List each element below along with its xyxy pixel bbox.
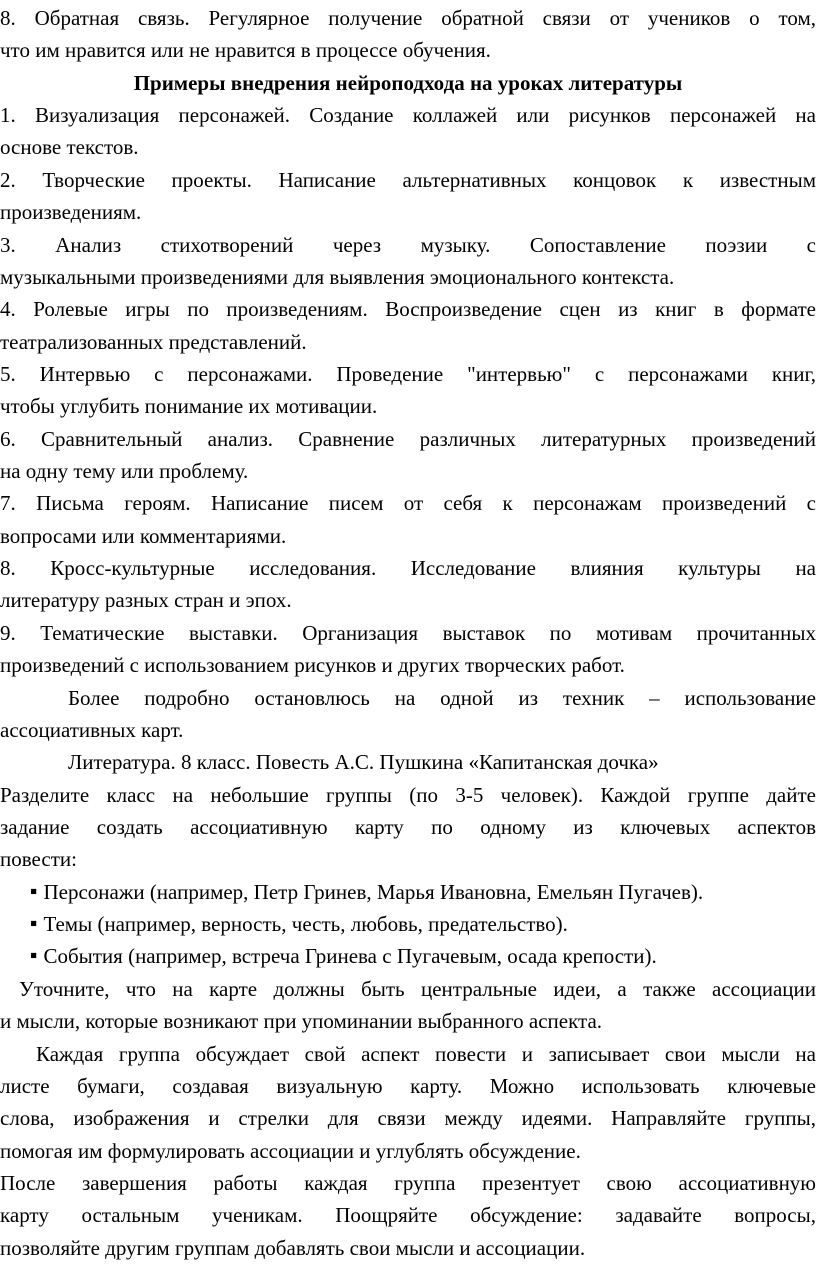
paragraph-technique-intro bbox=[0, 682, 816, 747]
text-line: Разделите класс на небольшие группы (по 3-5 человек). Каждой группе дайте bbox=[0, 782, 816, 807]
text-line: 8. Кросс-культурные исследования. Исследование влияния культуры на bbox=[0, 556, 816, 581]
text-line: Каждая группа обсуждает свой аспект повести и записывает свои мысли на bbox=[36, 1041, 816, 1066]
section-heading bbox=[0, 67, 816, 99]
text-line: позволяйте другим группам добавлять свои мысли и ассоциации. bbox=[0, 1235, 586, 1260]
text-line: Примеры внедрения нейроподхода на уроках литературы bbox=[133, 70, 683, 95]
list-item-8 bbox=[0, 552, 816, 617]
text-line: Темы (например, верность, честь, любовь, предательство). bbox=[43, 912, 568, 937]
text-line: слова, изображения и стрелки для связи между идеями. Направляйте группы, bbox=[0, 1106, 816, 1131]
text-line: Уточните, что на карте должны быть центральные идеи, а также ассоциации bbox=[19, 976, 816, 1001]
text-line: музыкальными произведениями для выявления эмоционального контекста. bbox=[0, 264, 675, 289]
text-line: 6. Сравнительный анализ. Сравнение различных литературных произведений bbox=[0, 426, 816, 451]
text-line: ассоциативных карт. bbox=[0, 717, 184, 742]
text-line: 3. Анализ стихотворений через музыку. Сопоставление поэзии с bbox=[0, 232, 816, 257]
paragraph-map-requirements bbox=[0, 973, 816, 1038]
text-line: театрализованных представлений. bbox=[0, 329, 307, 354]
list-item-9 bbox=[0, 617, 816, 682]
text-line: листе бумаги, создавая визуальную карту. Можно использовать ключевые bbox=[0, 1073, 816, 1098]
text-line: 4. Ролевые игры по произведениям. Воспроизведение сцен из книг в формате bbox=[0, 297, 816, 322]
text-line: 1. Визуализация персонажей. Создание коллажей или рисунков персонажей на bbox=[0, 103, 816, 128]
text-line: 5. Интервью с персонажами. Проведение "интервью" с персонажами книг, bbox=[0, 361, 816, 386]
text-line: на одну тему или проблему. bbox=[0, 459, 249, 484]
text-line: литературу разных стран и эпох. bbox=[0, 588, 292, 613]
text-line: 2. Творческие проекты. Написание альтернативных концовок к известным bbox=[0, 167, 816, 192]
text-line: произведениям. bbox=[0, 200, 142, 225]
text-line: Более подробно остановлюсь на одной из техник – использование bbox=[68, 685, 816, 710]
paragraph-lesson-title bbox=[0, 746, 816, 778]
bullet-item-characters bbox=[0, 876, 816, 908]
bullet-item-events bbox=[0, 940, 816, 972]
paragraph-group-work bbox=[0, 1038, 816, 1167]
list-item-3 bbox=[0, 229, 816, 294]
list-item-7 bbox=[0, 487, 816, 552]
text-line: 8. Обратная связь. Регулярное получение обратной связи от учеников о том, bbox=[0, 6, 816, 30]
list-item-1 bbox=[0, 99, 816, 164]
bullet-square-icon: ▪ bbox=[30, 911, 38, 936]
list-item-2 bbox=[0, 164, 816, 229]
paragraph-task-instructions bbox=[0, 779, 816, 876]
text-line: задание создать ассоциативную карту по одному из ключевых аспектов bbox=[0, 814, 816, 839]
text-line: вопросами или комментариями. bbox=[0, 523, 287, 548]
text-line: что им нравится или не нравится в процессе обучения. bbox=[0, 38, 491, 63]
text-line: помогая им формулировать ассоциации и углублять обсуждение. bbox=[0, 1138, 581, 1163]
bullet-item-themes bbox=[0, 908, 816, 940]
paragraph-presentation bbox=[0, 1167, 816, 1264]
text-line: основе текстов. bbox=[0, 135, 139, 160]
text-line: После завершения работы каждая группа презентует свою ассоциативную bbox=[0, 1170, 816, 1195]
text-line: События (например, встреча Гринева с Пугачевым, осада крепости). bbox=[43, 944, 657, 969]
list-item-6 bbox=[0, 423, 816, 488]
text-line: Персонажи (например, Петр Гринев, Марья Ивановна, Емельян Пугачев). bbox=[43, 879, 704, 904]
text-line: Литература. 8 класс. Повесть А.С. Пушкина «Капитанская дочка» bbox=[68, 750, 659, 775]
bullet-square-icon: ▪ bbox=[30, 878, 38, 903]
list-item-4 bbox=[0, 293, 816, 358]
text-line: карту остальным ученикам. Поощряйте обсуждение: задавайте вопросы, bbox=[0, 1203, 816, 1228]
bullet-square-icon: ▪ bbox=[30, 943, 38, 968]
text-line: и мысли, которые возникают при упоминании выбранного аспекта. bbox=[0, 1009, 603, 1034]
list-item-5 bbox=[0, 358, 816, 423]
text-line: 7. Письма героям. Написание писем от себя к персонажам произведений с bbox=[0, 491, 816, 516]
text-line: чтобы углубить понимание их мотивации. bbox=[0, 394, 378, 419]
paragraph-feedback bbox=[0, 2, 816, 67]
text-line: повести: bbox=[0, 847, 77, 872]
text-line: произведений с использованием рисунков и других творческих работ. bbox=[0, 653, 625, 678]
text-line: 9. Тематические выставки. Организация выставок по мотивам прочитанных bbox=[0, 620, 816, 645]
